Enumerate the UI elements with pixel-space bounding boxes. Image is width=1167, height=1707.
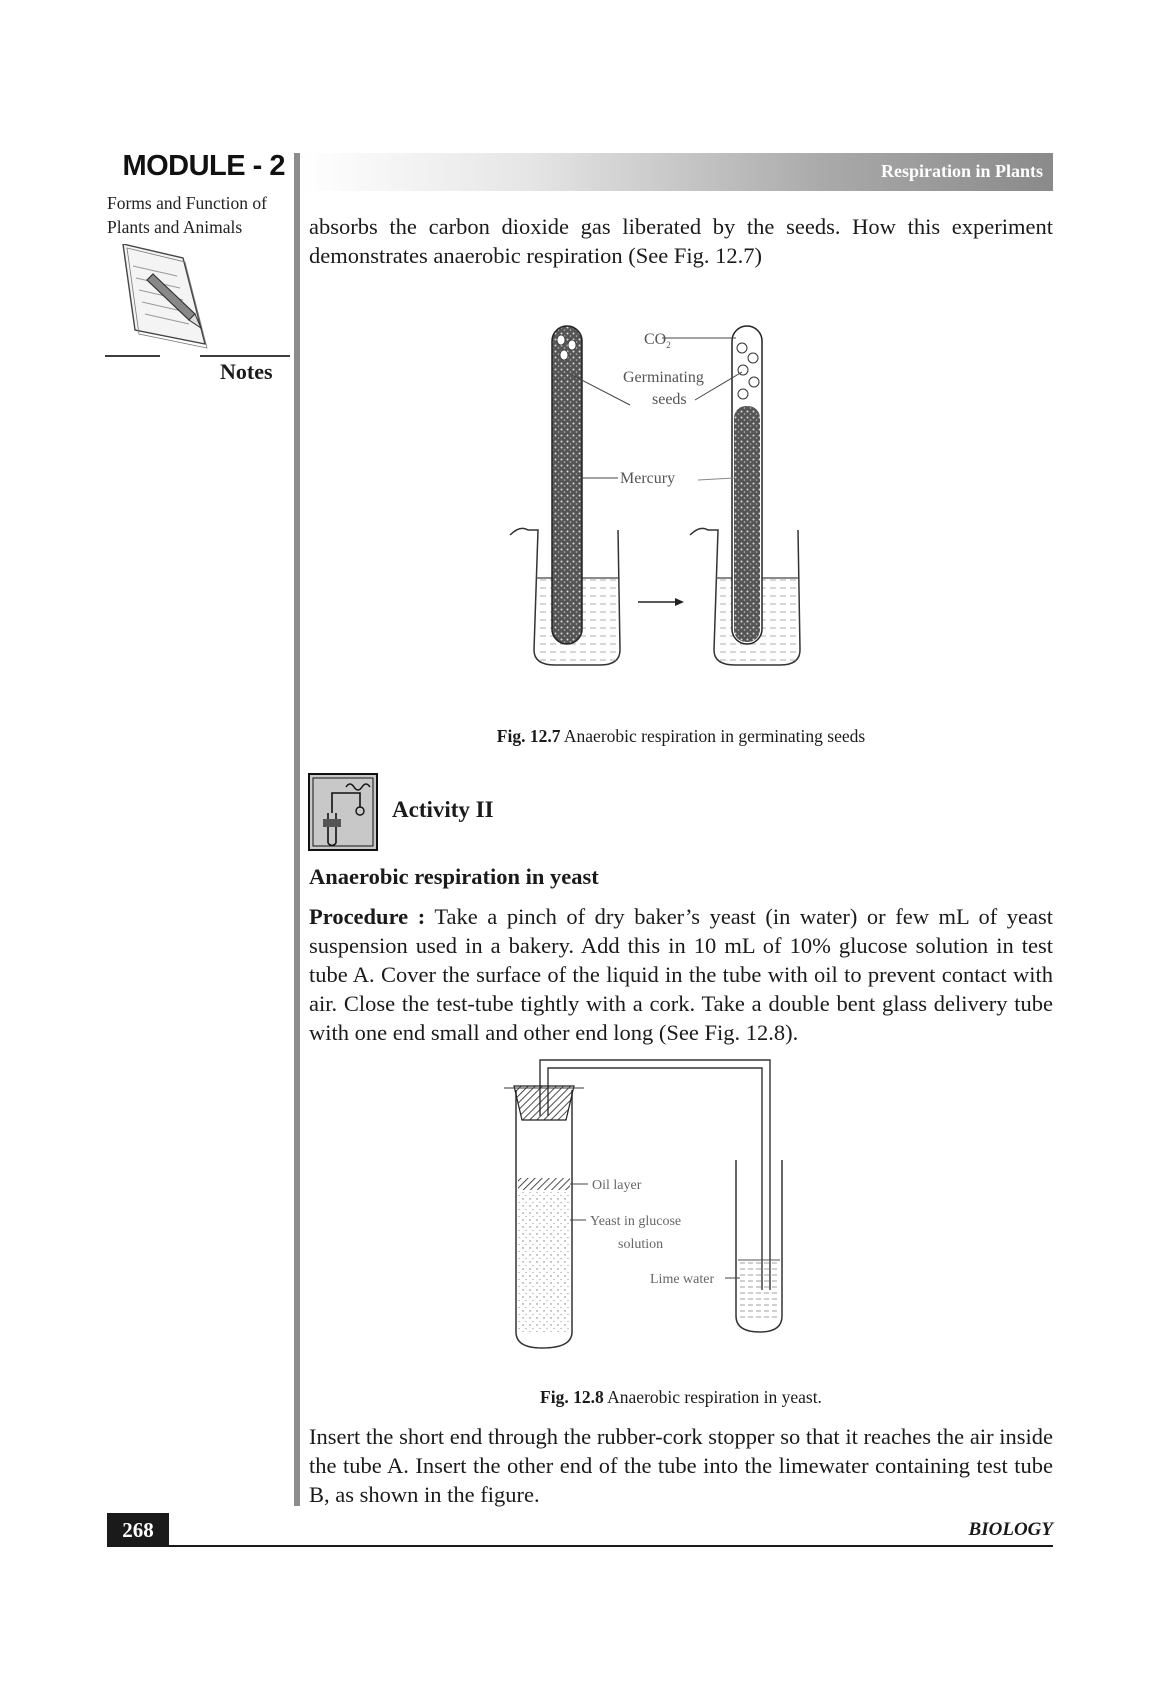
activity-title: Activity II <box>392 797 494 822</box>
activity-apparatus-icon <box>308 773 378 851</box>
chapter-title: Respiration in Plants <box>880 161 1043 181</box>
fig1-label-germinating: Germinating <box>623 369 704 386</box>
procedure-paragraph <box>309 902 1053 1047</box>
fig1-label-co2: $CO_2$ <box>644 331 671 350</box>
notes-pencil-icon <box>105 244 290 370</box>
figure2-caption <box>310 1387 1052 1408</box>
closing-paragraph: Insert the short end through the rubber-cork stopper so that it reaches the air inside the tube A. Insert the other end of the tube into the limewater containing test tube B, as shown in the figure. <box>309 1424 1053 1507</box>
vertical-divider <box>294 153 300 1506</box>
figure1-caption-number: Fig. 12.7 <box>496 726 561 746</box>
chapter-header-bar <box>300 153 1053 191</box>
fig2-label-lime: Lime water <box>650 1272 715 1287</box>
figure-yeast-apparatus <box>500 1050 890 1350</box>
notes-label: Notes <box>220 359 273 384</box>
fig1-label-seeds: seeds <box>652 391 687 408</box>
figure2-caption-number: Fig. 12.8 <box>540 1387 604 1407</box>
figure1-caption-text: Anaerobic respiration in germinating seeds <box>560 726 866 746</box>
fig1-label-mercury: Mercury <box>620 470 676 487</box>
figure2-caption-text: Anaerobic respiration in yeast. <box>603 1387 822 1407</box>
procedure-label: Procedure : <box>309 904 426 929</box>
figure1-caption <box>310 726 1052 747</box>
footer-subject: BIOLOGY <box>968 1519 1053 1540</box>
module-subtitle <box>107 191 292 239</box>
module-title: MODULE - 2 <box>122 150 285 182</box>
fig2-label-yeast-line2: solution <box>618 1237 664 1252</box>
procedure-text: Take a pinch of dry baker’s yeast (in water) or few mL of yeast suspension used in a bakery. Add this in 10 mL of 10% glucose solution in test tube A. Cover the surface of the liquid in the tube with oil to prevent contact with air. Close the test-tube tightly with a cork. Take a double bent glass delivery tube with one end small and other end long (See Fig. 12.8). <box>309 904 1053 1045</box>
footer-rule <box>169 1545 1053 1547</box>
fig2-label-yeast-line1: Yeast in glucose <box>590 1214 682 1229</box>
figure-germinating-seeds <box>500 320 850 680</box>
page-number: 268 <box>107 1513 169 1547</box>
module-subtitle-line2: Plants and Animals <box>107 217 243 237</box>
section-heading: Anaerobic respiration in yeast <box>309 864 599 889</box>
intro-paragraph: absorbs the carbon dioxide gas liberated by the seeds. How this experiment demonstrates anaerobic respiration (See Fig. 12.7) <box>309 214 1053 268</box>
fig2-label-oil: Oil layer <box>592 1178 642 1193</box>
module-subtitle-line1: Forms and Function of <box>107 193 267 213</box>
